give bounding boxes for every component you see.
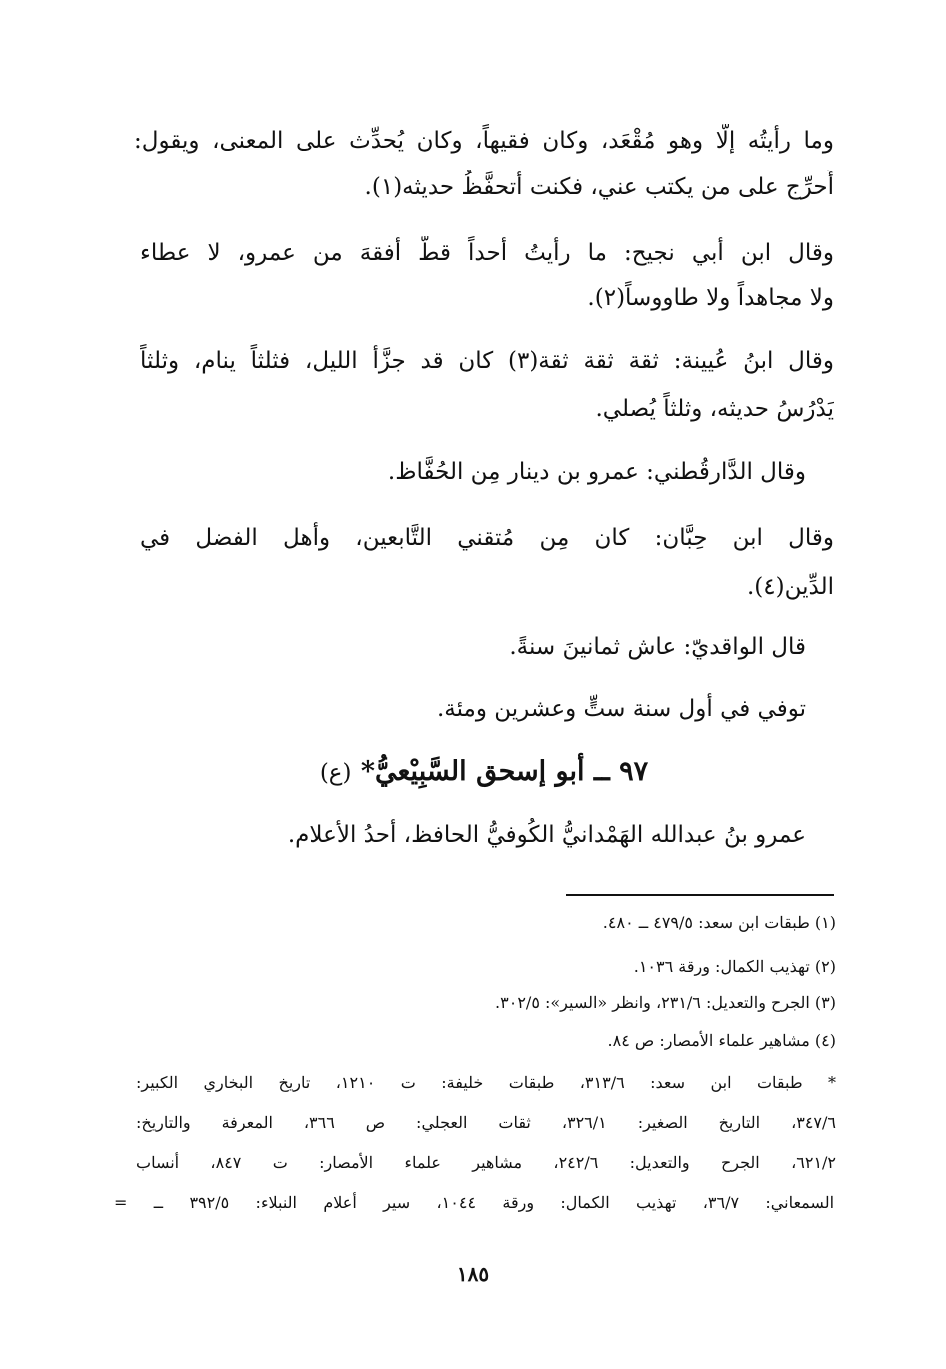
page-number: ١٨٥ xyxy=(456,1262,490,1286)
footnote: (٣) الجرح والتعديل: ٢٣١/٦، وانظر «السير»: ٣٠٢/٥. xyxy=(495,993,836,1012)
body-line: وقال ابن أبي نجيح: ما رأيتُ أحداً قطُّ أفقهَ من عمرو، لا عطاء xyxy=(140,240,834,266)
footnote-divider xyxy=(566,894,834,896)
body-line: وقال الدَّارقُطني: عمرو بن دينار مِن الحُفَّاظ. xyxy=(387,459,806,485)
body-line: قال الواقديّ: عاش ثمانينَ سنةً. xyxy=(509,634,806,660)
body-line: ولا مجاهداً ولا طاووساً(٢). xyxy=(587,285,834,311)
body-line: يَدْرُسُ حديثه، وثلثاً يُصلي. xyxy=(595,396,834,422)
entry-name: أبو إسحق السَّبِيْعيُّ* xyxy=(360,756,585,787)
footnote: (١) طبقات ابن سعد: ٤٧٩/٥ ــ ٤٨٠. xyxy=(602,913,836,932)
body-line: وما رأيتُه إلَّا وهو مُقْعَد، وكان فقيهاً، وكان يُحدِّث على المعنى، ويقول: xyxy=(134,128,834,154)
body-line: توفي في أول سنة ستٍّ وعشرين ومئة. xyxy=(436,696,806,722)
entry-heading xyxy=(134,752,834,793)
source-note-line: ٣٤٧/٦، التاريخ الصغير: ٣٢٦/١، ثقات العجلي: ص ٣٦٦، المعرفة والتاريخ: xyxy=(136,1113,836,1132)
source-note-line: السمعاني: ٣٦/٧، تهذيب الكمال: ورقة ١٠٤٤، سير أعلام النبلاء: ٣٩٢/٥ ــ = xyxy=(114,1193,834,1212)
footnote: (٤) مشاهير علماء الأمصار: ص ٨٤. xyxy=(607,1031,836,1050)
source-note-line: * طبقات ابن سعد: ٣١٣/٦، طبقات خليفة: ت ١٢١٠، تاريخ البخاري الكبير: xyxy=(136,1073,836,1092)
entry-tag: (ع) xyxy=(319,760,352,786)
entry-line: عمرو بنُ عبدالله الهَمْدانيُّ الكُوفيُّ الحافظ، أحدُ الأعلام. xyxy=(287,822,806,848)
footnote: (٢) تهذيب الكمال: ورقة ١٠٣٦. xyxy=(633,957,836,976)
body-line: أُحرِّج على من يكتب عني، فكنت أتحفَّظُ حديثه(١). xyxy=(364,174,834,200)
entry-number: ٩٧ ــ xyxy=(593,756,649,787)
source-note-line: ٦٢١/٢، الجرح والتعديل: ٢٤٢/٦، مشاهير علماء الأمصار: ت ٨٤٧، أنساب xyxy=(136,1153,836,1172)
body-line: وقال ابنُ عُيينة: ثقة ثقة ثقة(٣) كان قد جزَّأ الليل، فثلثاً ينام، وثلثاً xyxy=(140,348,834,374)
body-line: الدِّين(٤). xyxy=(746,574,834,600)
body-line: وقال ابن حِبَّان: كان مِن مُتقني التَّابعين، وأهل الفضل في xyxy=(140,525,834,551)
